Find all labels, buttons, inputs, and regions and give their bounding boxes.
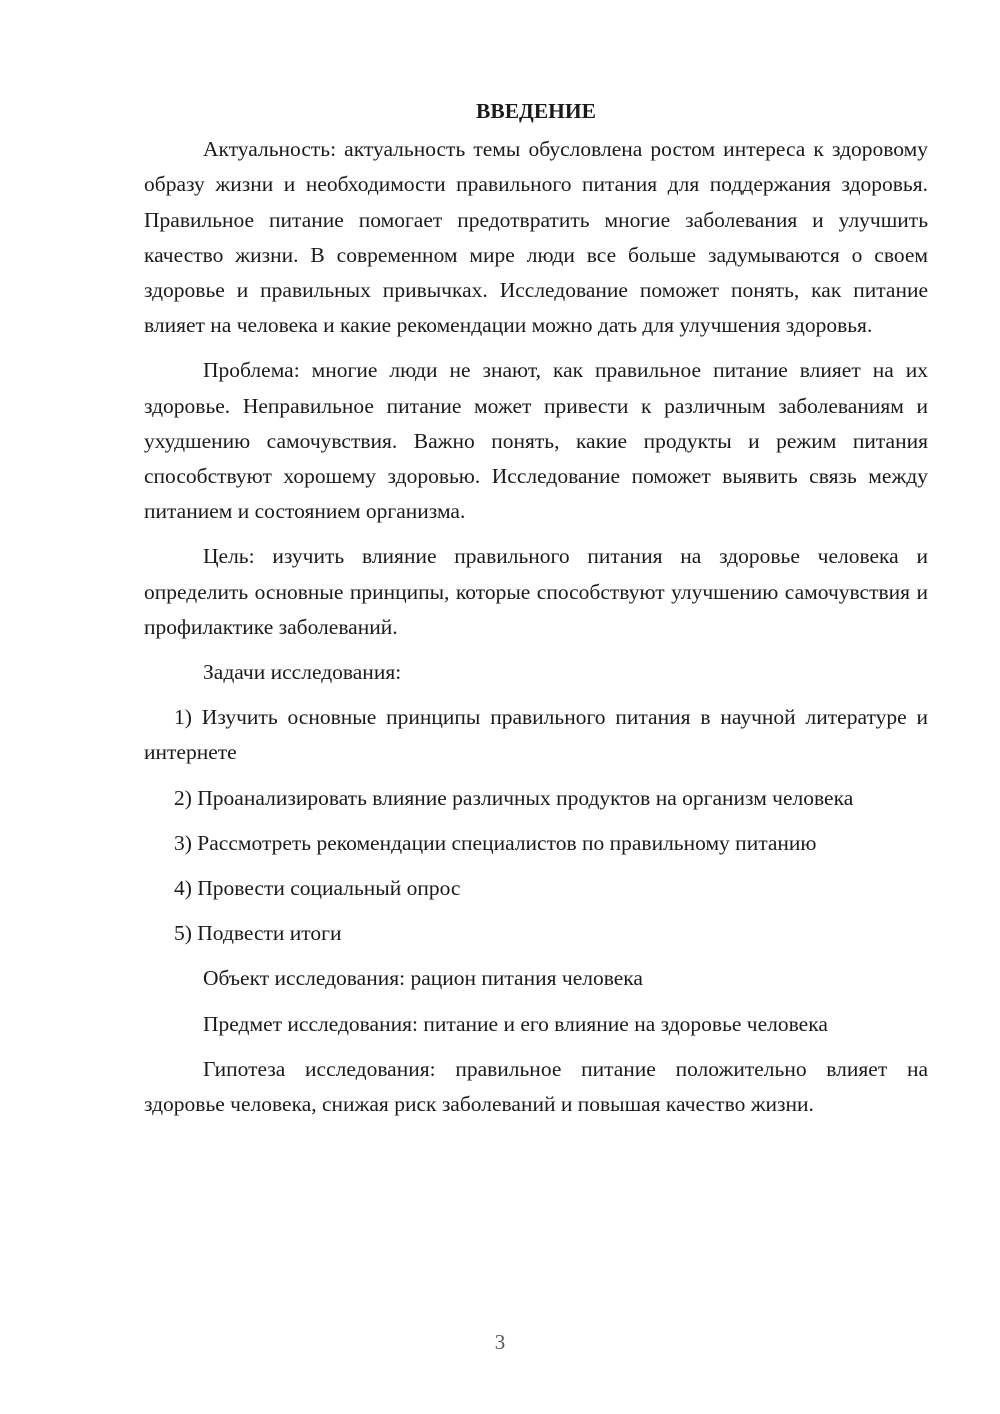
relevance-paragraph: Актуальность: актуальность темы обусловлена ростом интереса к здоровому образу жизни и необходимости правильного питания для поддержания здоровья. Правильное питание помогает предотвратить многие заболевания и улучшить качество жизни. В современном мире люди все больше задумываются о своем здоровье и правильных привычках. Исследование поможет понять, как питание влияет на человека и какие рекомендации можно дать для улучшения здоровья.	[144, 137, 928, 338]
hypothesis-paragraph: Гипотеза исследования: правильное питание положительно влияет на здоровье человека, снижая риск заболеваний и повышая качество жизни.	[144, 1056, 928, 1117]
page-title: ВВЕДЕНИЕ	[476, 99, 596, 123]
task-item-3: 3) Рассмотреть рекомендации специалистов по правильному питанию	[174, 830, 817, 855]
object-line: Объект исследования: рацион питания человека	[203, 966, 643, 991]
subject-line: Предмет исследования: питание и его влияние на здоровье человека	[203, 1011, 828, 1036]
task-item-5: 5) Подвести итоги	[174, 921, 342, 946]
tasks-heading: Задачи исследования:	[203, 660, 402, 685]
task-item-2: 2) Проанализировать влияние различных продуктов на организм человека	[174, 785, 854, 810]
goal-paragraph: Цель: изучить влияние правильного питания на здоровье человека и определить основные принципы, которые способствуют улучшению самочувствия и профилактике заболеваний.	[144, 544, 928, 639]
document-page	[144, 94, 928, 1132]
task-item-1: 1) Изучить основные принципы правильного питания в научной литературе и интернете	[144, 705, 928, 765]
page-number: 3	[494, 1330, 506, 1354]
task-item-4: 4) Провести социальный опрос	[174, 876, 461, 901]
problem-paragraph: Проблема: многие люди не знают, как правильное питание влияет на их здоровье. Неправильное питание может привести к различным заболеваниям и ухудшению самочувствия. Важно понять, какие продукты и режим питания способствуют хорошему здоровью. Исследование поможет выявить связь между питанием и состоянием организма.	[144, 358, 928, 524]
